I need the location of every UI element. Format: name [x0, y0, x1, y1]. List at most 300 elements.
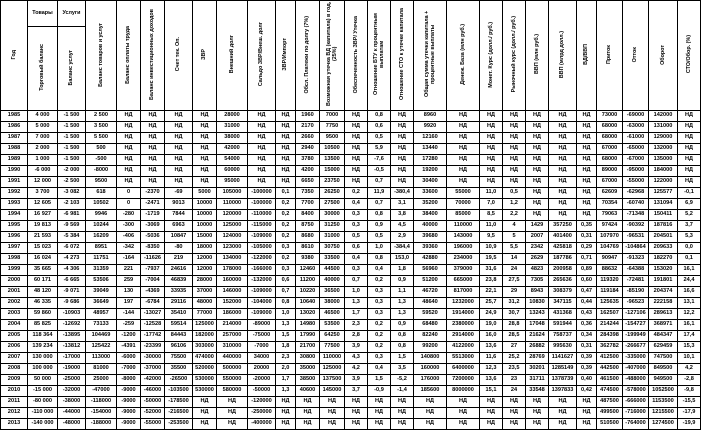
data-cell: НД — [577, 408, 597, 419]
data-cell: -110000 — [248, 210, 276, 221]
data-cell: 13,1 — [678, 298, 701, 309]
column-header-14 — [345, 1, 368, 111]
data-cell: 0,5 — [345, 232, 368, 243]
services-balance-header-label: Баланс услуг — [68, 49, 75, 86]
data-cell: 222158 — [649, 298, 678, 309]
data-cell: 176000 — [414, 375, 447, 386]
data-cell: НД — [141, 177, 165, 188]
year-cell: 1990 — [1, 166, 28, 177]
data-cell: НД — [276, 177, 296, 188]
data-cell: -266677 — [623, 342, 649, 353]
data-cell: 1,3 — [391, 309, 414, 320]
data-cell: 7700 — [296, 199, 320, 210]
data-cell: 125635 — [597, 298, 623, 309]
trade-balance-header-label: Торговый баланс — [39, 44, 46, 91]
data-cell: 15000 — [193, 232, 217, 243]
data-cell: 442500 — [597, 364, 623, 375]
data-cell: 8610 — [296, 243, 320, 254]
data-cell: 2,3 — [276, 353, 296, 364]
data-cell: 0,39 — [577, 364, 597, 375]
data-cell: 118 364 — [28, 331, 58, 342]
data-cell: -9000 — [117, 419, 141, 430]
data-cell: 21624 — [526, 331, 549, 342]
data-cell: 21700 — [296, 342, 320, 353]
year-cell: 1999 — [1, 265, 28, 276]
data-cell: 379000 — [447, 265, 480, 276]
data-cell: НД — [447, 111, 480, 122]
data-cell: -1 500 — [58, 111, 86, 122]
data-cell: 0,2 — [276, 254, 296, 265]
data-cell: -15 000 — [28, 386, 58, 397]
data-cell: 11751 — [86, 254, 117, 265]
data-cell: НД — [368, 419, 391, 430]
data-cell: -6 072 — [58, 243, 86, 254]
data-cell: НД — [391, 144, 414, 155]
goods-group-header — [28, 1, 58, 27]
data-cell: 12,3 — [480, 364, 503, 375]
data-cell: 37000 — [193, 287, 217, 298]
data-cell: НД — [526, 144, 549, 155]
data-cell: НД — [117, 177, 141, 188]
data-cell: 0,8 — [391, 342, 414, 353]
data-cell: 7305 — [526, 276, 549, 287]
data-cell: 187816 — [649, 221, 678, 232]
data-cell: 204374 — [649, 287, 678, 298]
data-cell: 1153500 — [649, 397, 678, 408]
data-cell: 15,3 — [678, 342, 701, 353]
data-cell: 143000 — [447, 232, 480, 243]
data-cell: -109000 — [248, 287, 276, 298]
data-cell: НД — [577, 133, 597, 144]
data-cell: -120000 — [248, 397, 276, 408]
table-row-2000 — [1, 276, 701, 287]
data-cell: 24,9 — [480, 309, 503, 320]
data-cell: 10847 — [165, 232, 193, 243]
data-cell: НД — [193, 419, 217, 430]
data-cell: 0,2 — [276, 232, 296, 243]
data-cell: -15,5 — [678, 397, 701, 408]
data-cell: 4,5 — [391, 221, 414, 232]
table-row-2006 — [1, 342, 701, 353]
data-cell: 6400000 — [447, 364, 480, 375]
data-cell: 104469 — [86, 331, 117, 342]
data-cell: -7000 — [117, 364, 141, 375]
data-cell: НД — [526, 397, 549, 408]
data-cell: 22,1 — [480, 287, 503, 298]
column-header-16-label: Отношение СТО к утечке капитала — [398, 8, 405, 101]
data-cell: 1397833 — [549, 386, 577, 397]
data-cell: 28,5 — [503, 331, 526, 342]
data-cell: НД — [276, 397, 296, 408]
data-cell: НД — [503, 133, 526, 144]
data-cell: 31,6 — [480, 265, 503, 276]
data-cell: 9500 — [320, 133, 345, 144]
data-cell: 308379 — [549, 287, 577, 298]
data-cell: 153020 — [649, 265, 678, 276]
data-cell: 209633 — [649, 243, 678, 254]
data-cell: 140800 — [414, 353, 447, 364]
data-cell: -109000 — [248, 232, 276, 243]
data-cell: 31,2 — [503, 298, 526, 309]
data-cell: НД — [480, 122, 503, 133]
data-cell: -500 — [86, 155, 117, 166]
data-cell: НД — [503, 144, 526, 155]
data-cell: -127106 — [623, 309, 649, 320]
data-cell: 2 000 — [28, 144, 58, 155]
data-cell: 10502 — [86, 199, 117, 210]
data-cell: 1,0 — [276, 309, 296, 320]
data-cell: НД — [549, 144, 577, 155]
data-cell: 0,3 — [368, 287, 391, 298]
data-cell: 19,5 — [480, 254, 503, 265]
data-cell: 39360 — [414, 243, 447, 254]
data-cell: 16 024 — [28, 254, 58, 265]
data-cell: 162507 — [597, 309, 623, 320]
data-cell: -764000 — [623, 419, 649, 430]
year-cell: 2007 — [1, 353, 28, 364]
data-cell: 9013 — [165, 199, 193, 210]
data-cell: 110000 — [320, 353, 345, 364]
column-header-15-label: Отношение БТУ к процентным выплатам — [372, 13, 385, 96]
data-cell: -250000 — [248, 408, 276, 419]
data-cell: НД — [678, 144, 701, 155]
data-cell: НД — [193, 122, 217, 133]
data-cell: 234000 — [447, 254, 480, 265]
column-header-19-label: Монет. Курс (долл./ руб.) — [487, 21, 494, 88]
data-cell: -30000 — [141, 353, 165, 364]
data-cell: 60000 — [217, 166, 248, 177]
data-cell: 17280 — [414, 155, 447, 166]
data-cell: НД — [549, 408, 577, 419]
data-cell: 46500 — [320, 309, 345, 320]
year-cell: 2003 — [1, 309, 28, 320]
goods-group-header-label: Товары — [32, 10, 53, 17]
data-cell: 3,8 — [391, 210, 414, 221]
data-cell: -5036 — [141, 232, 165, 243]
data-cell: 40000 — [320, 276, 345, 287]
data-cell: НД — [549, 177, 577, 188]
data-cell: -6 000 — [28, 166, 58, 177]
data-cell: -47000 — [86, 386, 117, 397]
data-cell: 5,5 — [503, 243, 526, 254]
data-cell: 1,3 — [276, 320, 296, 331]
year-column-header — [1, 1, 28, 111]
data-cell: НД — [678, 166, 701, 177]
data-cell: 19200 — [414, 166, 447, 177]
data-cell: 0,4 — [368, 364, 391, 375]
data-cell: 119320 — [597, 276, 623, 287]
data-cell: 461500 — [597, 375, 623, 386]
data-cell: -7,6 — [368, 155, 391, 166]
data-cell: НД — [480, 155, 503, 166]
data-cell: 0,8 — [368, 254, 391, 265]
data-cell: 0,3 — [368, 353, 391, 364]
data-cell: -13027 — [141, 309, 165, 320]
column-header-4 — [86, 1, 117, 111]
data-cell: НД — [165, 111, 193, 122]
year-cell: 2013 — [1, 419, 28, 430]
data-cell: НД — [276, 166, 296, 177]
data-cell: -104000 — [248, 298, 276, 309]
data-cell: -5 384 — [58, 232, 86, 243]
column-header-26 — [649, 1, 678, 111]
data-cell: -488000 — [623, 375, 649, 386]
data-cell: 347115 — [549, 298, 577, 309]
data-cell: 42880 — [414, 254, 447, 265]
data-cell: -1 500 — [58, 144, 86, 155]
data-cell: -716000 — [623, 408, 649, 419]
data-cell: -1719 — [141, 210, 165, 221]
table-row-2008 — [1, 364, 701, 375]
data-cell: 0,0 — [678, 243, 701, 254]
data-cell: 23 — [503, 375, 526, 386]
data-cell: НД — [577, 419, 597, 430]
data-cell: -50000 — [248, 386, 276, 397]
data-cell: -55000 — [141, 419, 165, 430]
data-cell: НД — [117, 122, 141, 133]
data-cell: 1,5 — [276, 331, 296, 342]
data-cell: -62968 — [623, 188, 649, 199]
data-cell: 0,4 — [368, 265, 391, 276]
data-cell: -103500 — [165, 386, 193, 397]
data-cell: 0,40 — [577, 375, 597, 386]
data-cell: 15,1 — [480, 386, 503, 397]
data-cell: 79063 — [597, 210, 623, 221]
data-cell: НД — [678, 133, 701, 144]
data-cell: 0,2 — [276, 221, 296, 232]
data-cell: 24 — [503, 265, 526, 276]
year-cell: 1985 — [1, 111, 28, 122]
data-cell: НД — [141, 122, 165, 133]
data-cell: 0,47 — [577, 287, 597, 298]
data-cell: 362782 — [597, 342, 623, 353]
data-cell: 39049 — [86, 287, 117, 298]
data-cell: -11626 — [141, 254, 165, 265]
data-cell: НД — [526, 419, 549, 430]
data-cell: НД — [391, 166, 414, 177]
data-cell: НД — [549, 188, 577, 199]
data-cell: 124000 — [217, 232, 248, 243]
data-cell: 8680 — [296, 232, 320, 243]
data-cell: НД — [503, 397, 526, 408]
data-cell: 2660 — [296, 133, 320, 144]
column-header-11-label: ЗВР/Импорт — [282, 38, 289, 71]
data-cell: 13020 — [296, 309, 320, 320]
data-cell: НД — [296, 397, 320, 408]
services-balance-header — [58, 27, 86, 111]
column-header-20 — [503, 1, 526, 111]
data-cell: НД — [678, 155, 701, 166]
data-cell: НД — [480, 111, 503, 122]
year-cell: 1986 — [1, 122, 28, 133]
data-cell: -17000 — [58, 353, 86, 364]
data-cell: -8350 — [141, 243, 165, 254]
data-cell: 24 — [503, 386, 526, 397]
data-cell: 8000000 — [447, 386, 480, 397]
data-cell: 9,5 — [480, 232, 503, 243]
data-cell: 849500 — [649, 364, 678, 375]
data-cell: 6963 — [165, 221, 193, 232]
data-cell: 36649 — [86, 298, 117, 309]
data-cell: -25000 — [58, 375, 86, 386]
data-cell: НД — [296, 419, 320, 430]
year-cell: 1992 — [1, 188, 28, 199]
data-cell: 152000 — [217, 298, 248, 309]
year-cell: 1995 — [1, 221, 28, 232]
table-row-2005 — [1, 331, 701, 342]
data-cell: НД — [248, 122, 276, 133]
column-header-15 — [368, 1, 391, 111]
data-cell: 90947 — [597, 254, 623, 265]
data-cell: -61000 — [623, 133, 649, 144]
data-cell: 0,6 — [368, 122, 391, 133]
data-cell: 8,5 — [480, 210, 503, 221]
data-cell: 0,4 — [345, 199, 368, 210]
data-cell: НД — [276, 111, 296, 122]
data-cell: 591944 — [549, 320, 577, 331]
data-cell: 11200 — [296, 276, 320, 287]
data-cell: 0,3 — [345, 265, 368, 276]
column-header-23-label: ВД/ВВП — [583, 44, 590, 65]
year-cell: 1998 — [1, 254, 28, 265]
data-cell: 131000 — [649, 122, 678, 133]
data-cell: -72481 — [623, 276, 649, 287]
column-header-13-label: Возможная утечка ВД (капитала) в год, (25%) — [325, 2, 338, 107]
data-cell: -3069 — [141, 221, 165, 232]
data-cell: НД — [320, 397, 345, 408]
data-cell: -7000 — [248, 342, 276, 353]
data-cell: НД — [577, 397, 597, 408]
data-cell: 219 — [165, 254, 193, 265]
data-cell: 8750 — [296, 221, 320, 232]
data-cell: НД — [577, 155, 597, 166]
data-cell: 8960 — [414, 111, 447, 122]
data-cell: 0,42 — [577, 386, 597, 397]
table-row-2013 — [1, 419, 701, 430]
data-cell: -17,9 — [678, 408, 701, 419]
column-header-22 — [549, 1, 577, 111]
data-cell: НД — [678, 111, 701, 122]
data-cell: -2471 — [141, 199, 165, 210]
data-cell: 0,39 — [577, 353, 597, 364]
year-cell: 1994 — [1, 210, 28, 221]
data-cell: 12 000 — [28, 177, 58, 188]
data-cell: 9920 — [414, 122, 447, 133]
data-cell: 129000 — [649, 133, 678, 144]
trade-balance-header — [28, 27, 58, 111]
data-cell: -100000 — [248, 199, 276, 210]
column-header-9 — [217, 1, 248, 111]
data-cell: 16,0 — [480, 331, 503, 342]
data-cell: НД — [193, 155, 217, 166]
data-cell: -0,5 — [368, 166, 391, 177]
data-cell: НД — [320, 408, 345, 419]
data-cell: НД — [577, 188, 597, 199]
data-cell: 187786 — [549, 254, 577, 265]
data-cell: 8943 — [526, 287, 549, 298]
data-cell: 8400 — [296, 210, 320, 221]
data-cell: -384,4 — [391, 243, 414, 254]
data-cell: НД — [391, 111, 414, 122]
data-cell: 0,3 — [368, 309, 391, 320]
data-cell: 19 813 — [28, 221, 58, 232]
data-cell: -400000 — [248, 419, 276, 430]
data-cell: 184000 — [649, 166, 678, 177]
data-cell: НД — [526, 188, 549, 199]
data-cell: 38400 — [414, 210, 447, 221]
data-cell: 31000 — [320, 232, 345, 243]
year-cell: 2008 — [1, 364, 28, 375]
data-cell: 4,2 — [345, 364, 368, 375]
table-row-1997 — [1, 243, 701, 254]
data-cell: НД — [217, 419, 248, 430]
data-cell: НД — [414, 419, 447, 430]
column-header-23 — [577, 1, 597, 111]
data-cell: 110000 — [217, 199, 248, 210]
data-cell: 113000 — [86, 353, 117, 364]
data-cell: НД — [526, 122, 549, 133]
data-cell: 131094 — [649, 199, 678, 210]
data-cell: 104769 — [597, 243, 623, 254]
data-cell: 132000 — [649, 144, 678, 155]
data-cell: 0,71 — [577, 254, 597, 265]
data-cell: НД — [141, 133, 165, 144]
data-cell: -2 000 — [58, 166, 86, 177]
data-cell: НД — [248, 166, 276, 177]
data-cell: НД — [503, 177, 526, 188]
data-cell: 259 — [117, 276, 141, 287]
data-cell: НД — [165, 144, 193, 155]
data-cell: -2,8 — [678, 375, 701, 386]
data-cell: 75500 — [165, 353, 193, 364]
data-cell: -666000 — [623, 397, 649, 408]
data-cell: 85000 — [447, 210, 480, 221]
data-cell: 35000 — [296, 364, 320, 375]
data-cell: -91323 — [623, 254, 649, 265]
data-cell: -32000 — [58, 386, 86, 397]
data-cell: -380,4 — [391, 188, 414, 199]
data-cell: -5,2 — [391, 375, 414, 386]
data-cell: 130 — [117, 287, 141, 298]
data-cell: -2 103 — [58, 199, 86, 210]
data-cell: 33600 — [414, 188, 447, 199]
column-header-9-label: Внешний долг — [228, 35, 235, 74]
data-cell: 0 — [117, 188, 141, 199]
data-cell: -37000 — [141, 364, 165, 375]
data-cell: НД — [276, 133, 296, 144]
data-cell: НД — [117, 166, 141, 177]
data-cell: -335000 — [623, 353, 649, 364]
data-cell: 1,5 — [391, 353, 414, 364]
column-header-8 — [193, 1, 217, 111]
data-cell: 197 — [117, 298, 141, 309]
data-cell: -164 — [117, 254, 141, 265]
data-cell: 440000 — [217, 353, 248, 364]
data-cell: НД — [577, 111, 597, 122]
data-cell: 145000 — [320, 386, 345, 397]
table-row-1990 — [1, 166, 701, 177]
table-row-1999 — [1, 265, 701, 276]
data-cell: 3 700 — [28, 188, 58, 199]
data-cell: 70000 — [447, 199, 480, 210]
data-cell: 40000 — [414, 221, 447, 232]
table-row-1988 — [1, 144, 701, 155]
column-header-27-label: СТО/Обор. (%) — [685, 35, 692, 74]
data-cell: 6650 — [296, 177, 320, 188]
data-cell: -69000 — [623, 111, 649, 122]
data-cell: НД — [117, 133, 141, 144]
services-group-header-label: Услуги — [62, 10, 81, 17]
